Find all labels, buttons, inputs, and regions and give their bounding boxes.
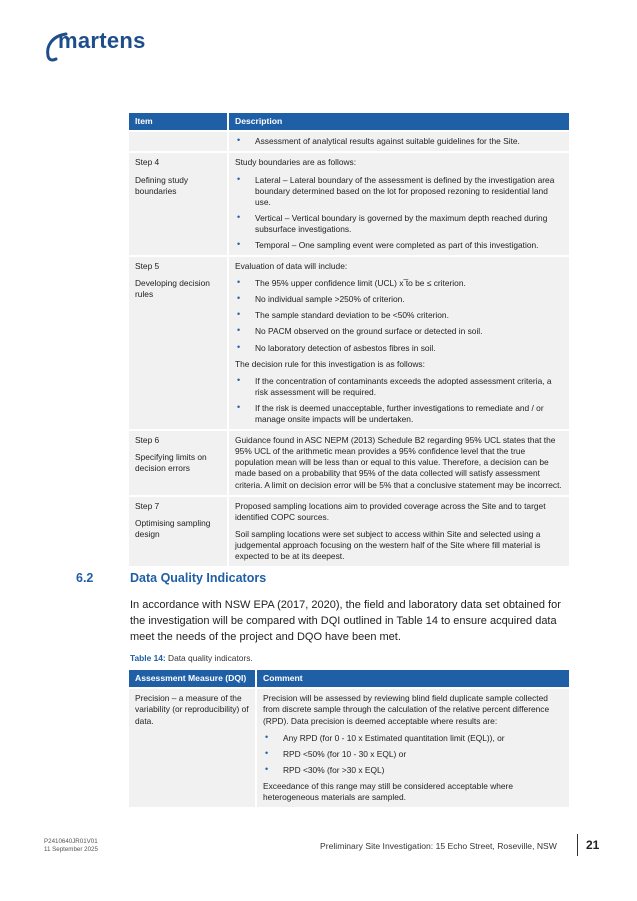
list-item: • Temporal – One sampling event were completed as part of this investigation. (235, 240, 563, 251)
col-header-description: Description (228, 113, 569, 131)
measure-cell (129, 688, 256, 807)
description-text: Soil sampling locations were set subject to access within Site and selected using a judgemental approach focusing on the western half of the Site where fill material is expected to be at its deepest. (235, 528, 541, 561)
table-caption (130, 653, 253, 663)
step-number: Step 4 (135, 157, 160, 168)
table-row (129, 688, 569, 807)
description-intro: The decision rule for this investigation is as follows: (235, 358, 425, 369)
list-item: • If the risk is deemed unacceptable, further investigations to remediate and / or manage onsite impacts will be undertaken. (235, 403, 563, 425)
list-item: • Any RPD (for 0 - 10 x Estimated quantitation limit (EQL)), or (263, 733, 563, 744)
comment-outro: Exceedance of this range may still be considered acceptable where heterogeneous materials are sampled. (263, 780, 513, 802)
page-number: 21 (586, 838, 600, 852)
step-name: Defining study boundaries (135, 174, 189, 196)
table-row (129, 256, 569, 430)
description-cell (228, 496, 569, 566)
table-row (129, 131, 569, 152)
step-name: Specifying limits on decision errors (135, 452, 207, 474)
table-row (129, 152, 569, 256)
item-cell (129, 496, 228, 566)
item-cell (129, 430, 228, 495)
list-item: • RPD <50% (for 10 - 30 x EQL) or (263, 749, 563, 760)
list-item: • If the concentration of contaminants exceeds the adopted assessment criteria, a risk assessment will be required. (235, 376, 563, 398)
footer-divider (577, 834, 578, 856)
list-item: • No PACM observed on the ground surface or detected in soil. (235, 326, 563, 337)
list-item: • Vertical – Vertical boundary is governed by the maximum depth reached during subsurface investigations. (235, 213, 563, 235)
col-header-comment: Comment (256, 670, 569, 688)
col-header-assessment-measure: Assessment Measure (DQI) (129, 670, 256, 688)
list-item: • RPD <30% (for >30 x EQL) (263, 765, 563, 776)
document-date: 11 September 2025 (44, 846, 98, 854)
caption-label: Table 14: (130, 653, 166, 663)
description-text: Proposed sampling locations aim to provided coverage across the Site and to target identified COPC sources. (235, 500, 546, 522)
step-number: Step 6 (135, 435, 160, 446)
measure-text: Precision – a measure of the variability (or reproducibility) of data. (135, 693, 249, 726)
step-number: Step 7 (135, 500, 160, 511)
caption-text: Data quality indicators. (165, 653, 253, 663)
section-number: 6.2 (76, 571, 94, 585)
footer-title: Preliminary Site Investigation: 15 Echo Street, Roseville, NSW (320, 841, 557, 851)
description-cell (228, 131, 569, 152)
item-cell (129, 256, 228, 430)
martens-logo: martens (58, 28, 146, 53)
document-reference: P2410640JR01V01 (44, 838, 98, 845)
step-number: Step 5 (135, 261, 160, 272)
list-item: • No laboratory detection of asbestos fibres in soil. (235, 343, 563, 354)
item-cell (129, 131, 228, 152)
description-cell (228, 430, 569, 495)
col-header-item: Item (129, 113, 228, 131)
item-cell (129, 152, 228, 256)
list-item: • Lateral – Lateral boundary of the assessment is defined by the investigation area boundary determined based on the lot for proposed rezoning to residential land use. (235, 175, 563, 208)
comment-cell (256, 688, 569, 807)
dqi-table (129, 670, 569, 807)
table-row (129, 430, 569, 495)
list-item: • No individual sample >250% of criterion. (235, 294, 563, 305)
list-item: • The sample standard deviation to be <50% criterion. (235, 310, 563, 321)
list-item: • Assessment of analytical results against suitable guidelines for the Site. (235, 136, 563, 147)
description-cell (228, 152, 569, 256)
description-text: Guidance found in ASC NEPM (2013) Schedule B2 regarding 95% UCL states that the 95% UCL of the arithmetic mean provides a 95% confidence level that the true population mean will be less than or equal to this value. Therefore, a decision can be made based on a probability that 95% of the data collected will satisfy assessment criteria. A limit on decision error will be 5% that a conclusive statement may be incorrect. (235, 435, 562, 490)
dqo-steps-table (129, 113, 569, 566)
section-title: Data Quality Indicators (130, 571, 267, 585)
section-paragraph: In accordance with NSW EPA (2017, 2020), the field and laboratory data set obtained for the investigation will be compared with DQI outlined in Table 14 to ensure acquired data meet the needs of the project and DQO have been met. (130, 599, 561, 643)
description-cell (228, 256, 569, 430)
table-row (129, 496, 569, 566)
step-name: Optimising sampling design (135, 517, 211, 539)
footer-reference (44, 838, 98, 855)
list-item: • The 95% upper confidence limit (UCL) x ̅to be ≤ criterion. (235, 278, 563, 289)
step-name: Developing decision rules (135, 278, 210, 300)
description-intro: Study boundaries are as follows: (235, 157, 357, 168)
description-intro: Evaluation of data will include: (235, 261, 348, 272)
comment-intro: Precision will be assessed by reviewing blind field duplicate sample collected from discrete sample through the calculation of the relative percent difference (RPD). Data precision is deemed acceptable where results are: (263, 693, 550, 726)
